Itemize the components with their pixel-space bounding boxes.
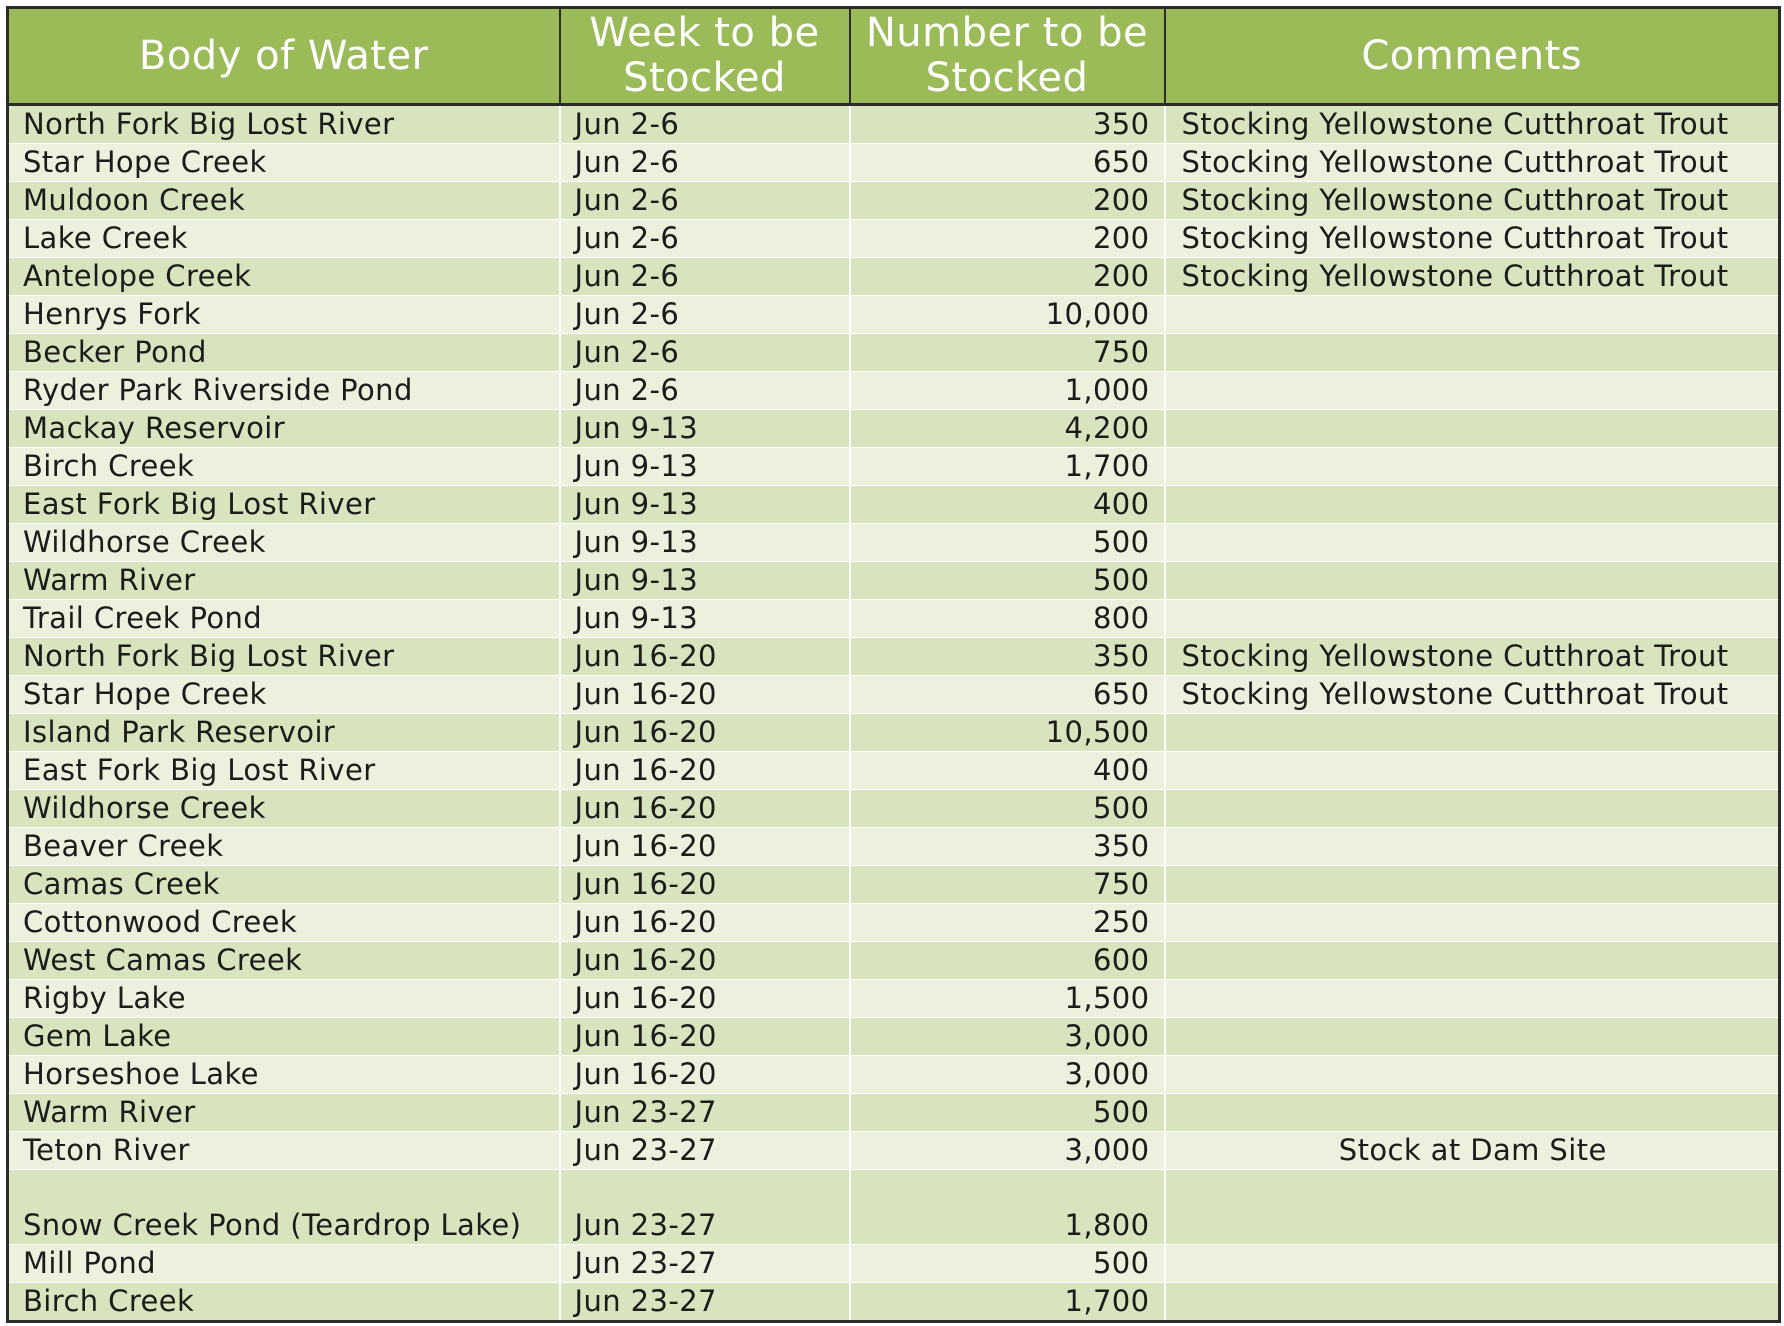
week-cell: Jun 23-27 xyxy=(560,1132,850,1170)
body-of-water-cell: Warm River xyxy=(8,1094,560,1132)
number-cell: 200 xyxy=(850,182,1165,220)
number-cell: 500 xyxy=(850,524,1165,562)
comment-cell xyxy=(1165,1283,1780,1322)
week-cell: Jun 9-13 xyxy=(560,410,850,448)
body-of-water-cell: Mackay Reservoir xyxy=(8,410,560,448)
week-cell: Jun 2-6 xyxy=(560,334,850,372)
comment-cell xyxy=(1165,942,1780,980)
week-cell: Jun 9-13 xyxy=(560,448,850,486)
number-cell: 200 xyxy=(850,220,1165,258)
number-cell: 400 xyxy=(850,486,1165,524)
table-row xyxy=(8,866,1780,904)
week-cell: Jun 16-20 xyxy=(560,752,850,790)
number-cell: 350 xyxy=(850,638,1165,676)
body-of-water-cell: Birch Creek xyxy=(8,448,560,486)
comment-cell xyxy=(1165,714,1780,752)
number-cell: 1,000 xyxy=(850,372,1165,410)
week-cell: Jun 16-20 xyxy=(560,942,850,980)
table-row xyxy=(8,410,1780,448)
header-row xyxy=(8,8,1780,105)
number-cell: 10,000 xyxy=(850,296,1165,334)
comment-cell: Stock at Dam Site xyxy=(1165,1132,1780,1170)
body-of-water-cell: Trail Creek Pond xyxy=(8,600,560,638)
week-cell: Jun 2-6 xyxy=(560,372,850,410)
body-of-water-cell: Henrys Fork xyxy=(8,296,560,334)
body-of-water-cell: North Fork Big Lost River xyxy=(8,638,560,676)
comment-cell xyxy=(1165,410,1780,448)
week-cell: Jun 16-20 xyxy=(560,904,850,942)
body-of-water-cell: Becker Pond xyxy=(8,334,560,372)
table-row xyxy=(8,828,1780,866)
number-cell: 500 xyxy=(850,790,1165,828)
comment-cell: Stocking Yellowstone Cutthroat Trout xyxy=(1165,144,1780,182)
number-cell: 750 xyxy=(850,334,1165,372)
body-of-water-cell: Muldoon Creek xyxy=(8,182,560,220)
number-cell: 800 xyxy=(850,600,1165,638)
week-cell: Jun 16-20 xyxy=(560,638,850,676)
comment-cell xyxy=(1165,904,1780,942)
table-row xyxy=(8,790,1780,828)
table-row xyxy=(8,258,1780,296)
number-cell: 650 xyxy=(850,144,1165,182)
table-row xyxy=(8,1283,1780,1322)
table-row xyxy=(8,714,1780,752)
comment-cell: Stocking Yellowstone Cutthroat Trout xyxy=(1165,676,1780,714)
comment-cell xyxy=(1165,486,1780,524)
week-cell: Jun 16-20 xyxy=(560,676,850,714)
body-of-water-cell: Birch Creek xyxy=(8,1283,560,1322)
number-cell: 3,000 xyxy=(850,1132,1165,1170)
body-of-water-cell: Teton River xyxy=(8,1132,560,1170)
header-week-to-be-stocked: Week to be Stocked xyxy=(560,8,850,105)
body-of-water-cell: Star Hope Creek xyxy=(8,144,560,182)
comment-cell xyxy=(1165,1094,1780,1132)
number-cell: 750 xyxy=(850,866,1165,904)
table-body xyxy=(8,105,1780,1322)
comment-cell xyxy=(1165,828,1780,866)
table-row xyxy=(8,334,1780,372)
header-comments: Comments xyxy=(1165,8,1780,105)
week-cell: Jun 23-27 xyxy=(560,1094,850,1132)
table-row xyxy=(8,144,1780,182)
number-cell: 650 xyxy=(850,676,1165,714)
week-cell: Jun 16-20 xyxy=(560,790,850,828)
comment-cell xyxy=(1165,1245,1780,1283)
week-cell: Jun 2-6 xyxy=(560,220,850,258)
comment-cell: Stocking Yellowstone Cutthroat Trout xyxy=(1165,105,1780,144)
table-row xyxy=(8,1056,1780,1094)
comment-cell xyxy=(1165,1056,1780,1094)
table-row xyxy=(8,296,1780,334)
comment-cell xyxy=(1165,600,1780,638)
table-row xyxy=(8,600,1780,638)
number-cell: 3,000 xyxy=(850,1018,1165,1056)
number-cell: 1,500 xyxy=(850,980,1165,1018)
body-of-water-cell: Wildhorse Creek xyxy=(8,524,560,562)
number-cell: 500 xyxy=(850,562,1165,600)
body-of-water-cell: Beaver Creek xyxy=(8,828,560,866)
table-row xyxy=(8,105,1780,144)
body-of-water-cell: Star Hope Creek xyxy=(8,676,560,714)
week-cell: Jun 16-20 xyxy=(560,1018,850,1056)
body-of-water-cell: Warm River xyxy=(8,562,560,600)
number-cell: 400 xyxy=(850,752,1165,790)
table-row xyxy=(8,1245,1780,1283)
header-number-to-be-stocked: Number to be Stocked xyxy=(850,8,1165,105)
number-cell: 1,700 xyxy=(850,448,1165,486)
comment-cell xyxy=(1165,296,1780,334)
body-of-water-cell: Cottonwood Creek xyxy=(8,904,560,942)
number-cell: 350 xyxy=(850,828,1165,866)
week-cell: Jun 23-27 xyxy=(560,1283,850,1322)
comment-cell xyxy=(1165,790,1780,828)
table-row xyxy=(8,904,1780,942)
table-row xyxy=(8,676,1780,714)
table-row xyxy=(8,752,1780,790)
body-of-water-cell: Snow Creek Pond (Teardrop Lake) xyxy=(8,1170,560,1245)
comment-cell xyxy=(1165,372,1780,410)
week-cell: Jun 2-6 xyxy=(560,296,850,334)
body-of-water-cell: Island Park Reservoir xyxy=(8,714,560,752)
week-cell: Jun 16-20 xyxy=(560,828,850,866)
table-row xyxy=(8,980,1780,1018)
table-row xyxy=(8,1094,1780,1132)
stocking-schedule-table xyxy=(6,6,1781,1323)
body-of-water-cell: North Fork Big Lost River xyxy=(8,105,560,144)
body-of-water-cell: West Camas Creek xyxy=(8,942,560,980)
number-cell: 3,000 xyxy=(850,1056,1165,1094)
comment-cell: Stocking Yellowstone Cutthroat Trout xyxy=(1165,182,1780,220)
comment-cell xyxy=(1165,334,1780,372)
body-of-water-cell: East Fork Big Lost River xyxy=(8,486,560,524)
week-cell: Jun 9-13 xyxy=(560,524,850,562)
body-of-water-cell: Horseshoe Lake xyxy=(8,1056,560,1094)
week-cell: Jun 16-20 xyxy=(560,714,850,752)
table-row xyxy=(8,524,1780,562)
number-cell: 200 xyxy=(850,258,1165,296)
table-row xyxy=(8,1132,1780,1170)
comment-cell xyxy=(1165,1018,1780,1056)
week-cell: Jun 16-20 xyxy=(560,1056,850,1094)
table-header xyxy=(8,8,1780,105)
week-cell: Jun 9-13 xyxy=(560,562,850,600)
table-row xyxy=(8,448,1780,486)
week-cell: Jun 23-27 xyxy=(560,1170,850,1245)
week-cell: Jun 16-20 xyxy=(560,980,850,1018)
number-cell: 10,500 xyxy=(850,714,1165,752)
number-cell: 250 xyxy=(850,904,1165,942)
body-of-water-cell: Wildhorse Creek xyxy=(8,790,560,828)
body-of-water-cell: Gem Lake xyxy=(8,1018,560,1056)
table-row xyxy=(8,486,1780,524)
table-row xyxy=(8,1170,1780,1245)
week-cell: Jun 2-6 xyxy=(560,105,850,144)
table-row xyxy=(8,372,1780,410)
body-of-water-cell: Camas Creek xyxy=(8,866,560,904)
header-body-of-water: Body of Water xyxy=(8,8,560,105)
comment-cell xyxy=(1165,980,1780,1018)
week-cell: Jun 9-13 xyxy=(560,486,850,524)
comment-cell xyxy=(1165,866,1780,904)
body-of-water-cell: Antelope Creek xyxy=(8,258,560,296)
week-cell: Jun 2-6 xyxy=(560,182,850,220)
table-row xyxy=(8,638,1780,676)
comment-cell xyxy=(1165,524,1780,562)
body-of-water-cell: Ryder Park Riverside Pond xyxy=(8,372,560,410)
number-cell: 4,200 xyxy=(850,410,1165,448)
week-cell: Jun 9-13 xyxy=(560,600,850,638)
number-cell: 600 xyxy=(850,942,1165,980)
comment-cell xyxy=(1165,752,1780,790)
week-cell: Jun 2-6 xyxy=(560,144,850,182)
comment-cell: Stocking Yellowstone Cutthroat Trout xyxy=(1165,258,1780,296)
body-of-water-cell: Mill Pond xyxy=(8,1245,560,1283)
body-of-water-cell: Lake Creek xyxy=(8,220,560,258)
week-cell: Jun 2-6 xyxy=(560,258,850,296)
table-row xyxy=(8,182,1780,220)
body-of-water-cell: Rigby Lake xyxy=(8,980,560,1018)
body-of-water-cell: East Fork Big Lost River xyxy=(8,752,560,790)
number-cell: 350 xyxy=(850,105,1165,144)
table-row xyxy=(8,942,1780,980)
week-cell: Jun 23-27 xyxy=(560,1245,850,1283)
table-row xyxy=(8,1018,1780,1056)
number-cell: 500 xyxy=(850,1245,1165,1283)
week-cell: Jun 16-20 xyxy=(560,866,850,904)
table-row xyxy=(8,220,1780,258)
comment-cell: Stocking Yellowstone Cutthroat Trout xyxy=(1165,638,1780,676)
comment-cell xyxy=(1165,1170,1780,1245)
table-row xyxy=(8,562,1780,600)
number-cell: 1,800 xyxy=(850,1170,1165,1245)
comment-cell: Stocking Yellowstone Cutthroat Trout xyxy=(1165,220,1780,258)
number-cell: 500 xyxy=(850,1094,1165,1132)
comment-cell xyxy=(1165,562,1780,600)
comment-cell xyxy=(1165,448,1780,486)
number-cell: 1,700 xyxy=(850,1283,1165,1322)
